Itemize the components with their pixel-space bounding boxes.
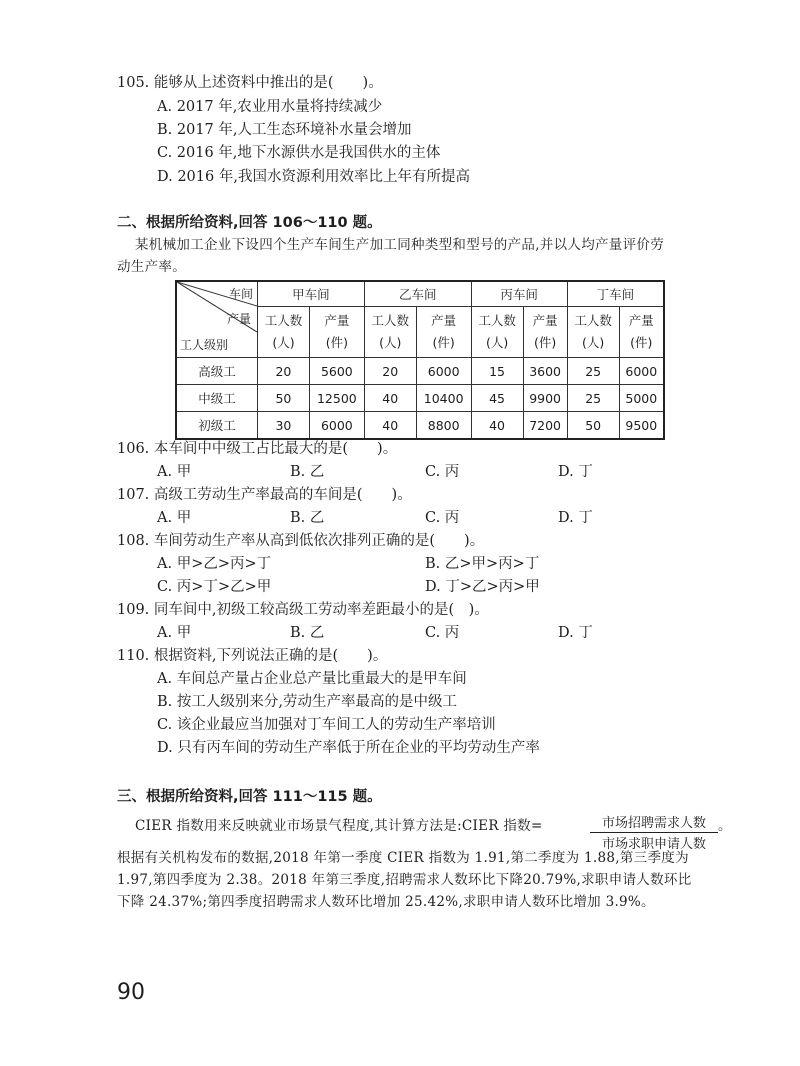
corner-label-level: 工人级别: [180, 338, 229, 352]
q105-stem: 105. 能够从上述资料中推出的是( )。: [117, 75, 383, 91]
q108-stem: 108. 车间劳动生产率从高到低依次排列正确的是( )。: [117, 533, 485, 549]
q108-option-a: A. 甲>乙>丙>丁: [157, 556, 272, 572]
table-cell: 15: [471, 358, 523, 385]
q108-option-d: D. 丁>乙>丙>甲: [425, 579, 540, 595]
fraction-numerator: 市场招聘需求人数: [590, 812, 718, 833]
table-cell: 45: [471, 385, 523, 412]
section3-line4: 下降 24.37%;第四季度招聘需求人数环比增加 25.42%,求职申请人数环比增加 3.9%。: [117, 894, 655, 910]
table-cell: 8800: [416, 412, 471, 440]
q105-option-c: C. 2016 年,地下水源供水是我国供水的主体: [157, 145, 441, 161]
table-cell: 5000: [619, 385, 664, 412]
subheader-output: 产量 (件): [309, 307, 364, 358]
q107-option-c: C. 丙: [425, 510, 460, 526]
q108-option-c: C. 丙>丁>乙>甲: [157, 579, 272, 595]
q107-stem: 107. 高级工劳动生产率最高的车间是( )。: [117, 487, 412, 503]
q109-option-d: D. 丁: [558, 625, 593, 641]
workshop-header-ding: 丁车间: [567, 281, 664, 307]
section3-line2: 根据有关机构发布的数据,2018 年第一季度 CIER 指数为 1.91,第二季度为 1.88,第三季度为: [117, 850, 689, 866]
q110-option-d: D. 只有丙车间的劳动生产率低于所在企业的平均劳动生产率: [157, 740, 540, 756]
q105-option-d: D. 2016 年,我国水资源利用效率比上年有所提高: [157, 169, 470, 185]
subheader-output: 产量 (件): [619, 307, 664, 358]
subheader-workers: 工人数 (人): [471, 307, 523, 358]
q109-stem: 109. 同车间中,初级工较高级工劳动率差距最小的是( )。: [117, 602, 489, 618]
q110-option-b: B. 按工人级别来分,劳动生产率最高的是中级工: [157, 694, 457, 710]
workshop-header-jia: 甲车间: [258, 281, 365, 307]
table-cell: 50: [567, 412, 619, 440]
table-cell: 7200: [523, 412, 567, 440]
q107-option-a: A. 甲: [157, 510, 192, 526]
fraction-denominator: 市场求职申请人数: [601, 837, 706, 852]
q108-option-b: B. 乙>甲>丙>丁: [425, 556, 540, 572]
table-cell: 50: [258, 385, 310, 412]
subheader-workers: 工人数 (人): [258, 307, 310, 358]
subheader-output: 产量 (件): [523, 307, 567, 358]
fraction-end-punct: 。: [718, 818, 732, 834]
q107-option-d: D. 丁: [558, 510, 593, 526]
table-corner-cell: [176, 281, 258, 358]
table-row-junior: [176, 412, 664, 440]
table-cell: 20: [364, 358, 416, 385]
row-label: 初级工: [176, 412, 258, 440]
table-cell: 40: [364, 412, 416, 440]
q110-option-c: C. 该企业最应当加强对丁车间工人的劳动生产率培训: [157, 717, 496, 733]
section3-heading: 三、根据所给资料,回答 111～115 题。: [117, 789, 382, 805]
table-cell: 5600: [309, 358, 364, 385]
q106-stem: 106. 本车间中中级工占比最大的是( )。: [117, 441, 398, 457]
q105-option-b: B. 2017 年,人工生态环境补水量会增加: [157, 122, 412, 138]
section3-line3: 1.97,第四季度为 2.38。2018 年第三季度,招聘需求人数环比下降20.79%,求职申请人数环比: [117, 872, 692, 888]
subheader-workers: 工人数 (人): [567, 307, 619, 358]
table-cell: 3600: [523, 358, 567, 385]
table-row-intermediate: [176, 385, 664, 412]
q106-option-a: A. 甲: [157, 464, 192, 480]
table-cell: 6000: [309, 412, 364, 440]
q106-option-c: C. 丙: [425, 464, 460, 480]
table-cell: 25: [567, 385, 619, 412]
q110-option-a: A. 车间总产量占企业总产量比重最大的是甲车间: [157, 671, 467, 687]
subheader-workers: 工人数 (人): [364, 307, 416, 358]
q106-option-b: B. 乙: [290, 464, 325, 480]
q106-option-d: D. 丁: [558, 464, 593, 480]
table-row-senior: [176, 358, 664, 385]
section3-line1: CIER 指数用来反映就业市场景气程度,其计算方法是:CIER 指数=: [135, 818, 543, 834]
subheader-output: 产量 (件): [416, 307, 471, 358]
corner-label-workshop: 车间: [228, 287, 253, 301]
corner-label-output: 产量: [226, 312, 251, 326]
q109-option-c: C. 丙: [425, 625, 460, 641]
section2-intro-line2: 动生产率。: [117, 259, 186, 275]
table-cell: 9900: [523, 385, 567, 412]
q107-option-b: B. 乙: [290, 510, 325, 526]
workshop-header-bing: 丙车间: [471, 281, 567, 307]
cier-formula-fraction: [590, 812, 718, 852]
table-cell: 30: [258, 412, 310, 440]
workshop-table: [175, 280, 665, 440]
table-cell: 25: [567, 358, 619, 385]
table-cell: 12500: [309, 385, 364, 412]
table-cell: 10400: [416, 385, 471, 412]
table-cell: 20: [258, 358, 310, 385]
q109-option-a: A. 甲: [157, 625, 192, 641]
table-cell: 40: [364, 385, 416, 412]
table-cell: 6000: [416, 358, 471, 385]
q110-stem: 110. 根据资料,下列说法正确的是( )。: [117, 648, 388, 664]
section2-heading: 二、根据所给资料,回答 106～110 题。: [117, 215, 382, 231]
row-label: 中级工: [176, 385, 258, 412]
row-label: 高级工: [176, 358, 258, 385]
q105-option-a: A. 2017 年,农业用水量将持续减少: [157, 99, 383, 115]
workshop-header-yi: 乙车间: [364, 281, 471, 307]
q109-option-b: B. 乙: [290, 625, 325, 641]
table-cell: 40: [471, 412, 523, 440]
section2-intro-line1: 某机械加工企业下设四个生产车间生产加工同种类型和型号的产品,并以人均产量评价劳: [135, 237, 664, 253]
page-number: 90: [117, 980, 145, 1005]
table-cell: 6000: [619, 358, 664, 385]
table-cell: 9500: [619, 412, 664, 440]
